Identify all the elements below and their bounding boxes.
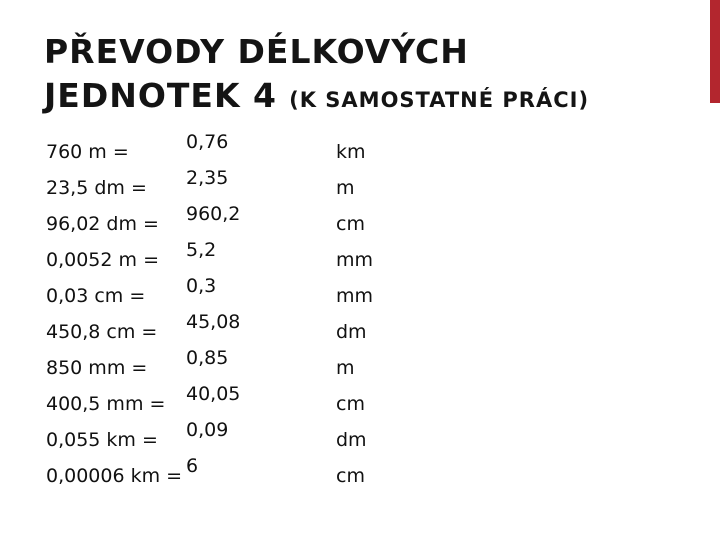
title-main-text: JEDNOTEK 4: [44, 76, 277, 115]
slide-title: [44, 30, 589, 122]
conversion-row: [0, 311, 700, 352]
title-line-2: [44, 74, 589, 122]
source-quantity: 850 mm =: [46, 357, 148, 379]
conversion-row: [0, 275, 700, 316]
answer-value: 0,09: [186, 419, 229, 441]
answer-value: 5,2: [186, 239, 217, 261]
conversion-row: [0, 383, 700, 424]
source-quantity: 0,0052 m =: [46, 249, 159, 271]
answer-value: 0,3: [186, 275, 217, 297]
source-quantity: 0,00006 km =: [46, 465, 183, 487]
source-quantity: 0,03 cm =: [46, 285, 146, 307]
target-unit: cm: [336, 465, 365, 487]
source-quantity: 400,5 mm =: [46, 393, 166, 415]
answer-value: 0,85: [186, 347, 229, 369]
answer-value: 0,76: [186, 131, 229, 153]
answer-value: 40,05: [186, 383, 241, 405]
conversion-row: [0, 419, 700, 460]
conversion-row: [0, 455, 700, 496]
answer-value: 6: [186, 455, 199, 477]
conversion-row: [0, 167, 700, 208]
target-unit: cm: [336, 393, 365, 415]
source-quantity: 23,5 dm =: [46, 177, 147, 199]
conversion-row: [0, 203, 700, 244]
source-quantity: 96,02 dm =: [46, 213, 159, 235]
conversion-row: [0, 239, 700, 280]
target-unit: m: [336, 177, 355, 199]
source-quantity: 0,055 km =: [46, 429, 158, 451]
answer-value: 45,08: [186, 311, 241, 333]
target-unit: cm: [336, 213, 365, 235]
title-line-1: PŘEVODY DÉLKOVÝCH: [44, 32, 469, 71]
target-unit: km: [336, 141, 366, 163]
target-unit: dm: [336, 321, 367, 343]
answer-value: 960,2: [186, 203, 241, 225]
source-quantity: 450,8 cm =: [46, 321, 158, 343]
source-quantity: 760 m =: [46, 141, 129, 163]
conversion-row: [0, 131, 700, 172]
target-unit: m: [336, 357, 355, 379]
accent-bar: [710, 0, 720, 103]
target-unit: mm: [336, 249, 374, 271]
target-unit: dm: [336, 429, 367, 451]
answer-value: 2,35: [186, 167, 229, 189]
target-unit: mm: [336, 285, 374, 307]
title-subtitle: (K SAMOSTATNÉ PRÁCI): [289, 88, 590, 112]
conversion-row: [0, 347, 700, 388]
